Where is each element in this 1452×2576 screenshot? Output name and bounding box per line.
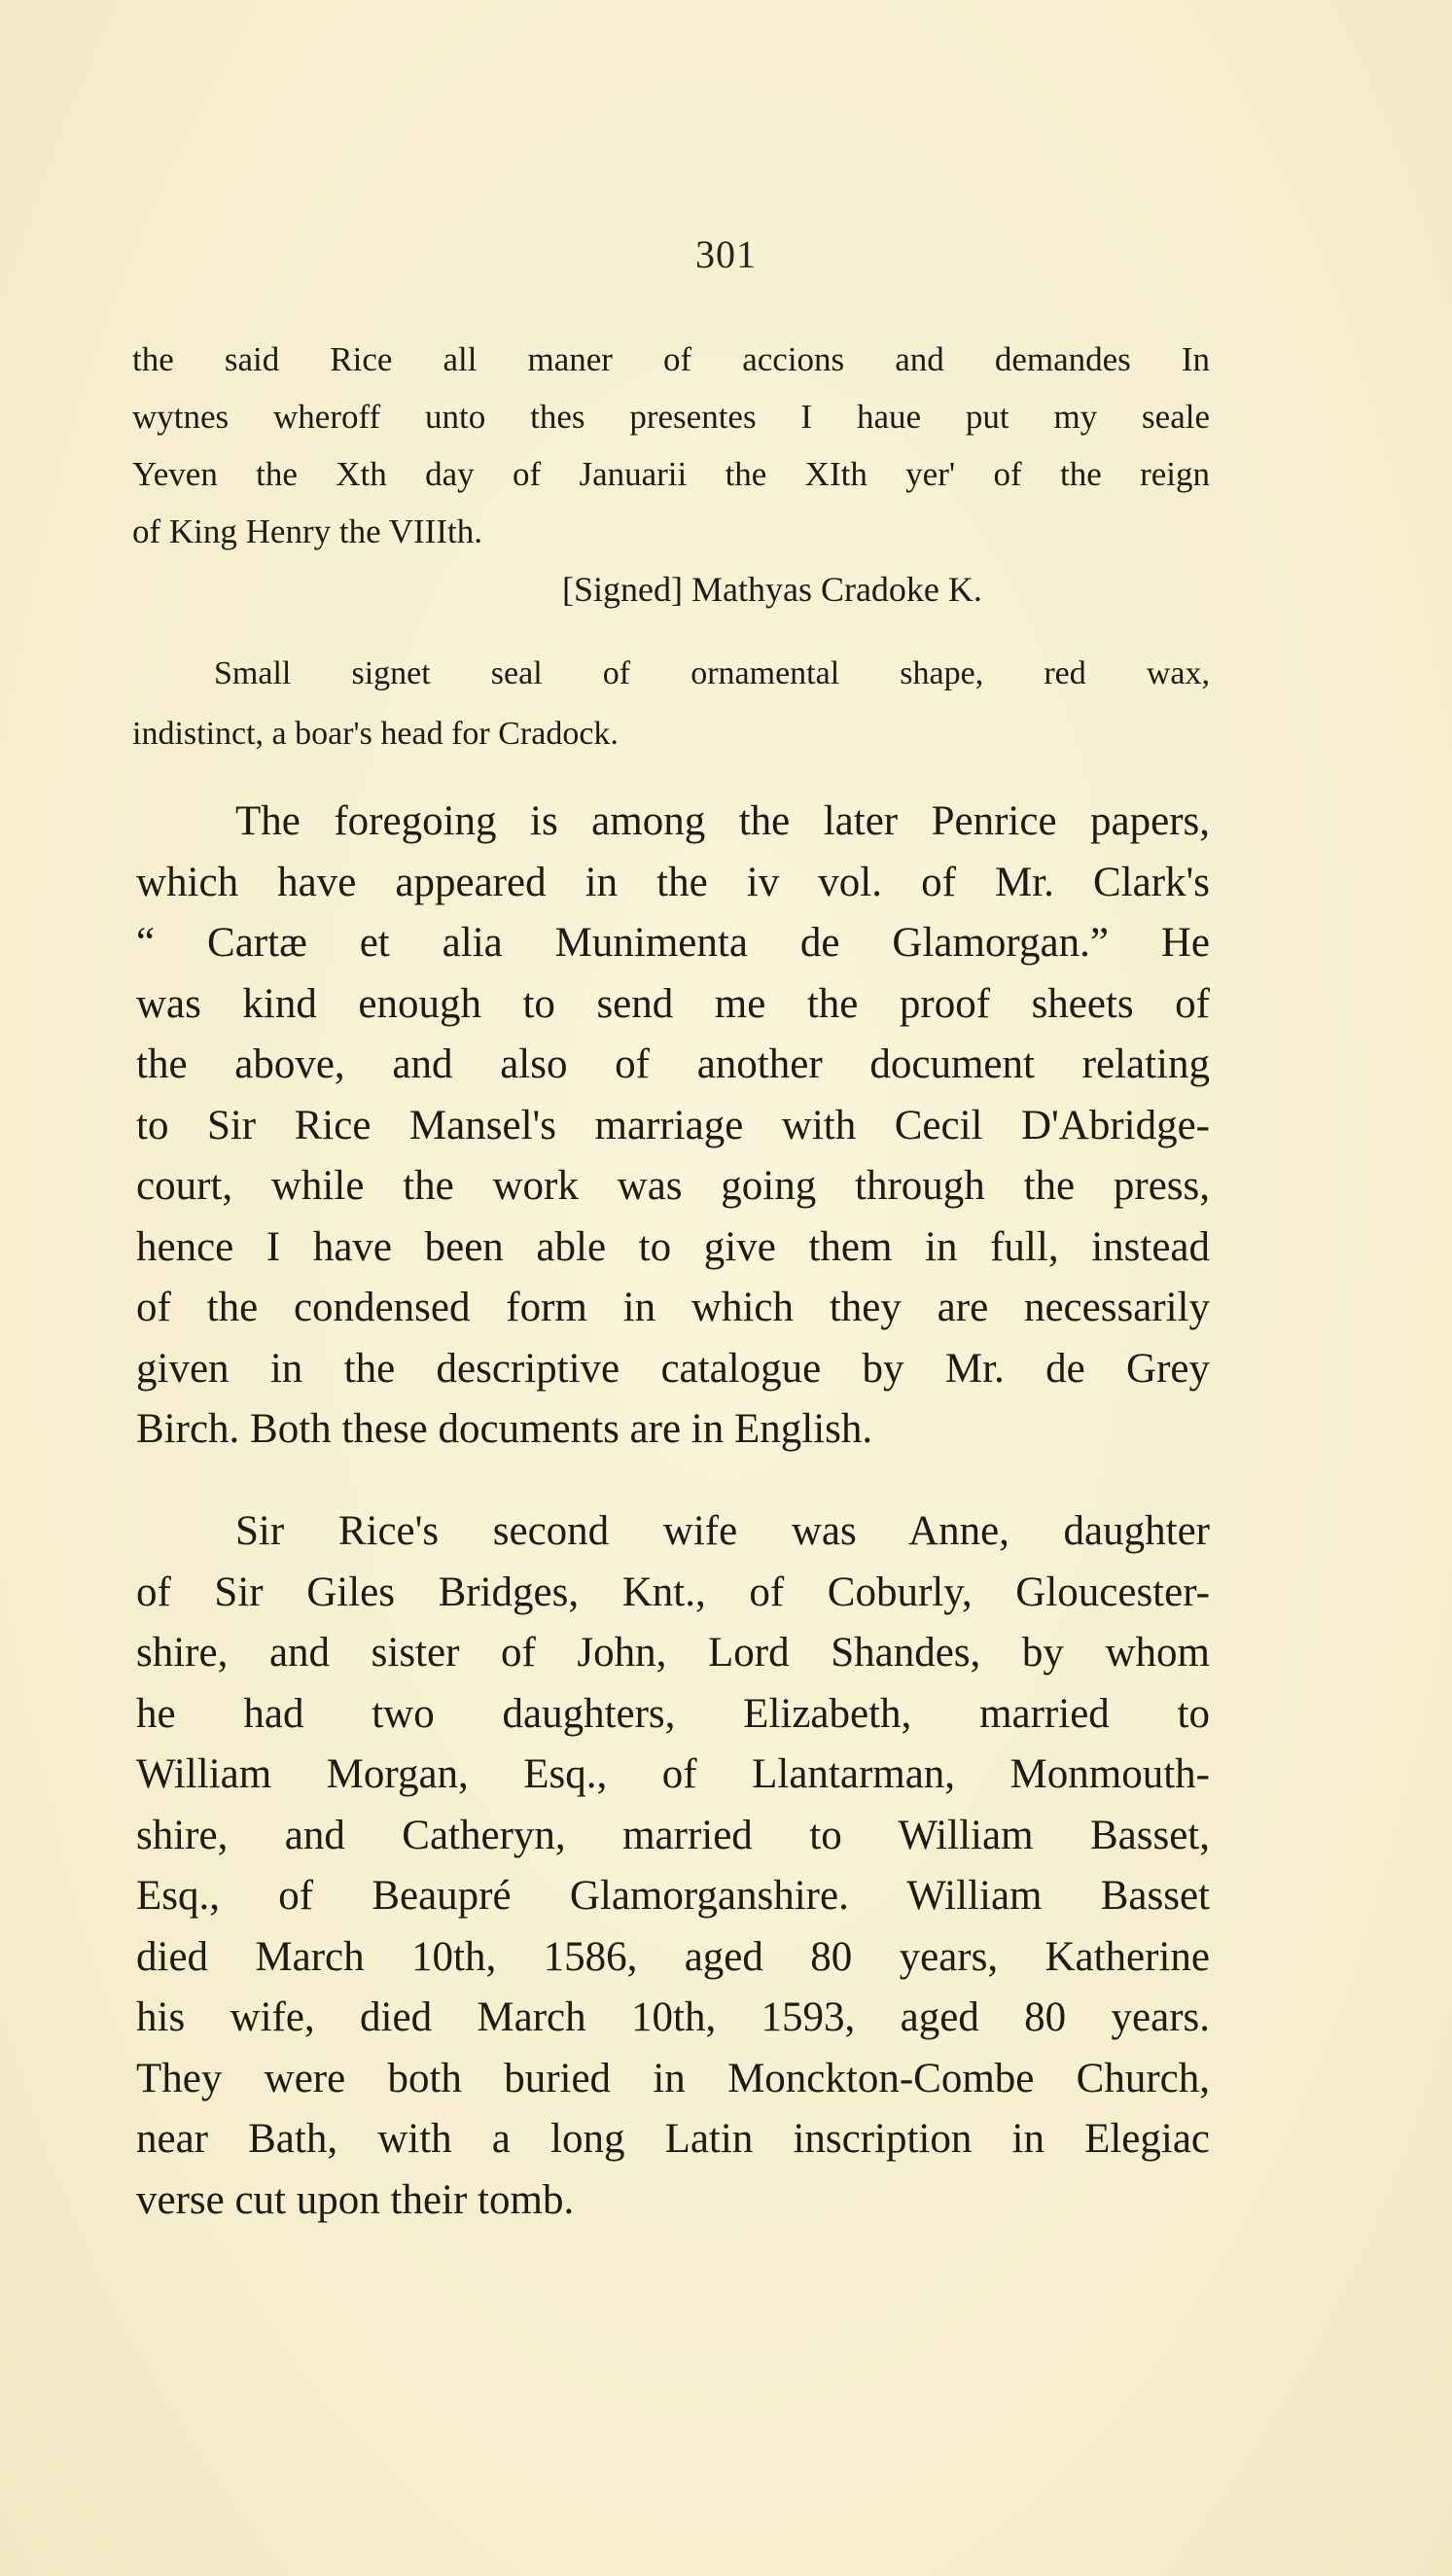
letter-line: of King Henry the VIIIth.	[132, 512, 482, 550]
paragraph-line: The foregoing is among the later Penrice papers,	[235, 798, 1210, 844]
paragraph-line: shire, and Catheryn, married to William Basset,	[136, 1812, 1210, 1858]
paragraph-line: William Morgan, Esq., of Llantarman, Monmouth-	[136, 1751, 1210, 1797]
letter-line: the said Rice all maner of accions and demandes In	[132, 340, 1210, 378]
paragraph-line: was kind enough to send me the proof sheets of	[136, 980, 1210, 1027]
paragraph-line: Sir Rice's second wife was Anne, daughter	[235, 1508, 1210, 1554]
paragraph-line: “ Cartæ et alia Munimenta de Glamorgan.” He	[136, 920, 1210, 966]
paragraph-line: to Sir Rice Mansel's marriage with Cecil D'Abridge-	[136, 1102, 1210, 1148]
seal-description	[132, 644, 1210, 764]
paragraph-line: shire, and sister of John, Lord Shandes, by whom	[136, 1630, 1210, 1676]
paragraph-line: court, while the work was going through the press,	[136, 1163, 1210, 1209]
paragraph-line: Esq., of Beaupré Glamorganshire. William Basset	[136, 1873, 1210, 1919]
seal-note-line: Small signet seal of ornamental shape, red wax,	[214, 655, 1210, 691]
paragraph-line: verse cut upon their tomb.	[136, 2176, 575, 2223]
paragraph-line: of Sir Giles Bridges, Knt., of Coburly, Gloucester-	[136, 1569, 1210, 1615]
paragraph-line: near Bath, with a long Latin inscription in Elegiac	[136, 2116, 1210, 2162]
letter-line: Yeven the Xth day of Januarii the XIth yer' of the reign	[132, 455, 1210, 493]
paragraph-second-wife	[136, 1501, 1210, 2231]
paragraph-line: died March 10th, 1586, aged 80 years, Katherine	[136, 1933, 1210, 1980]
paragraph-line: hence I have been able to give them in full, instead	[136, 1223, 1210, 1270]
seal-note-line: indistinct, a boar's head for Cradock.	[132, 716, 619, 752]
letter-line: wytnes wheroff unto thes presentes I haue put my seale	[132, 398, 1210, 436]
quoted-letter-ending	[132, 331, 1210, 560]
paragraph-penrice-papers	[136, 792, 1210, 1461]
paragraph-line: which have appeared in the iv vol. of Mr. Clark's	[136, 859, 1210, 905]
paragraph-line: They were both buried in Monckton-Combe Church,	[136, 2055, 1210, 2101]
paragraph-line: the above, and also of another document relating	[136, 1041, 1210, 1087]
paragraph-line: of the condensed form in which they are necessarily	[136, 1285, 1210, 1330]
paragraph-line: he had two daughters, Elizabeth, married to	[136, 1690, 1210, 1737]
paragraph-line: Birch. Both these documents are in English.	[136, 1406, 873, 1452]
signature-line: [Signed] Mathyas Cradoke K.	[562, 570, 982, 609]
page-number: 301	[695, 232, 757, 276]
paragraph-line: his wife, died March 10th, 1593, aged 80 years.	[136, 1994, 1210, 2040]
paragraph-line: given in the descriptive catalogue by Mr. de Grey	[136, 1345, 1210, 1392]
